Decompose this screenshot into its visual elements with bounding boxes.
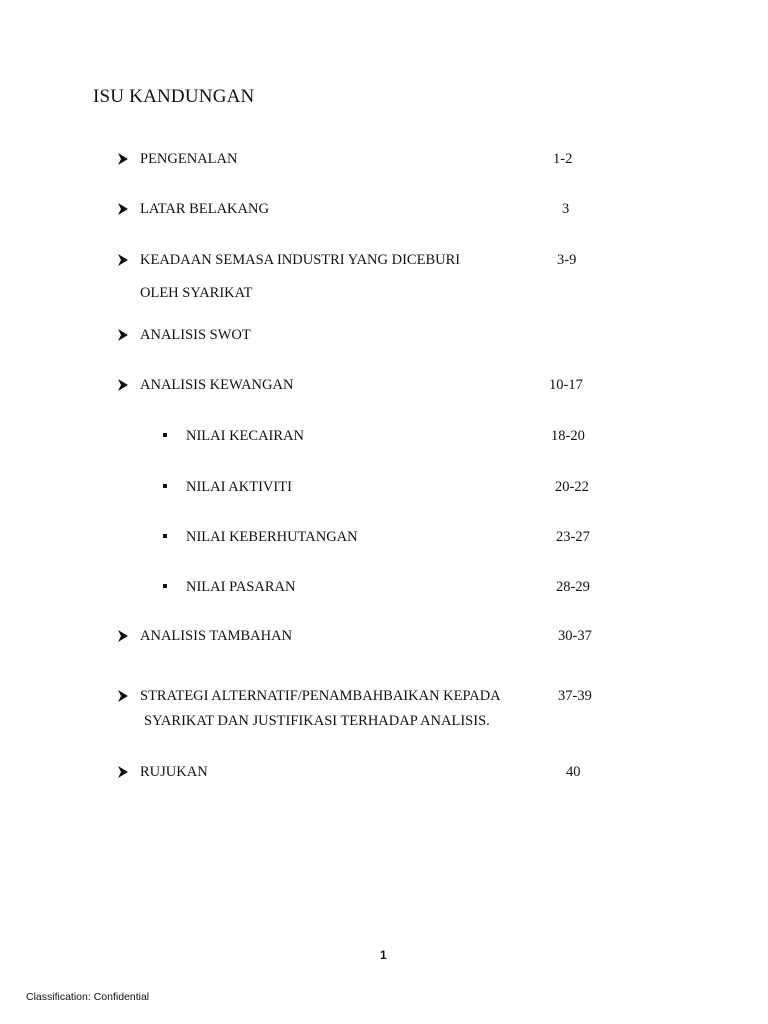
toc-entry-label: RUJUKAN <box>140 764 208 780</box>
toc-entry-page: 37-39 <box>558 688 592 704</box>
toc-subentry-page: 28-29 <box>556 579 590 595</box>
square-bullet-icon <box>163 584 167 588</box>
toc-entry-page: 10-17 <box>549 377 583 393</box>
toc-entry-label: ANALISIS KEWANGAN <box>140 377 294 393</box>
arrow-bullet-icon <box>118 329 128 341</box>
toc-entry-label: ANALISIS SWOT <box>140 327 251 343</box>
toc-subentry-page: 18-20 <box>551 428 585 444</box>
toc-entry-label: LATAR BELAKANG <box>140 201 269 217</box>
toc-subentry-page: 20-22 <box>555 479 589 495</box>
arrow-bullet-icon <box>118 153 128 165</box>
arrow-bullet-icon <box>118 203 128 215</box>
arrow-bullet-icon <box>118 254 128 266</box>
toc-entry-label-continued: SYARIKAT DAN JUSTIFIKASI TERHADAP ANALISIS. <box>144 713 490 729</box>
toc-subentry-label: NILAI PASARAN <box>186 579 296 595</box>
toc-entry-label: PENGENALAN <box>140 151 238 167</box>
toc-subentry-page: 23-27 <box>556 529 590 545</box>
square-bullet-icon <box>163 484 167 488</box>
toc-subentry-label: NILAI KECAIRAN <box>186 428 304 444</box>
toc-entry-page: 3-9 <box>557 252 577 268</box>
square-bullet-icon <box>163 534 167 538</box>
toc-entry-label: ANALISIS TAMBAHAN <box>140 628 293 644</box>
arrow-bullet-icon <box>118 766 128 778</box>
classification-label: Classification: Confidential <box>26 991 150 1003</box>
page-title: ISU KANDUNGAN <box>93 86 255 107</box>
arrow-bullet-icon <box>118 630 128 642</box>
page-number: 1 <box>380 948 387 962</box>
square-bullet-icon <box>163 433 167 437</box>
toc-entry-page: 1-2 <box>553 151 573 167</box>
toc-entry-label: KEADAAN SEMASA INDUSTRI YANG DICEBURI <box>140 252 461 268</box>
toc-entry-page: 3 <box>562 201 570 217</box>
arrow-bullet-icon <box>118 690 128 702</box>
toc-entry-label-continued: OLEH SYARIKAT <box>140 285 253 301</box>
toc-subentry-label: NILAI AKTIVITI <box>186 479 292 495</box>
toc-entry-page: 40 <box>566 764 581 780</box>
toc-entry-page: 30-37 <box>558 628 592 644</box>
toc-entry-label: STRATEGI ALTERNATIF/PENAMBAHBAIKAN KEPADA <box>140 688 501 704</box>
arrow-bullet-icon <box>118 379 128 391</box>
toc-subentry-label: NILAI KEBERHUTANGAN <box>186 529 358 545</box>
